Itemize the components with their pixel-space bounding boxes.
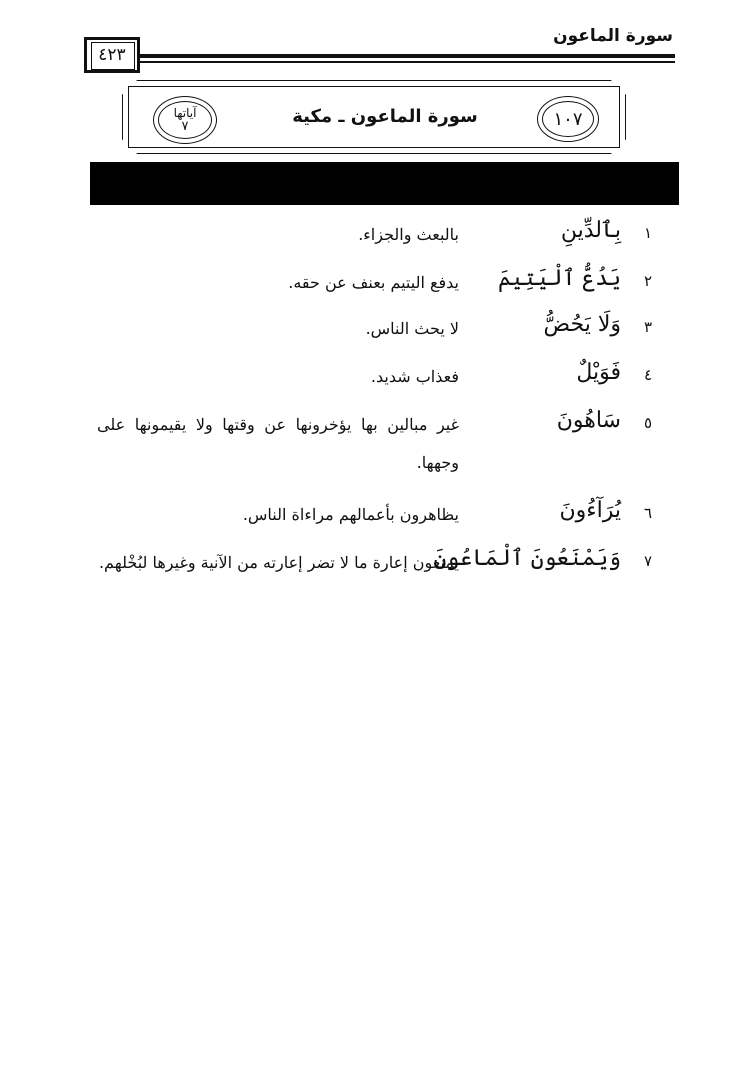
surah-number: ١٠٧ <box>553 108 583 130</box>
verses-label: آياتها <box>173 106 197 120</box>
entry-meaning: يمنعون إعارة ما لا تضر إعارته من الآنية وغيرها لبُخْلهم. <box>98 553 459 572</box>
surah-title: سورة الماعون ـ مكية <box>292 106 478 127</box>
entry-word: يُرَآءُونَ <box>559 498 621 523</box>
entry-word: يَدُعُّ ٱلْيَتِيمَ <box>497 266 621 291</box>
entry-meaning: غير مبالين بها يؤخرونها عن وقتها ولا يقيمونها على وجهها. <box>97 415 459 472</box>
verses-count: ٧ <box>181 119 189 134</box>
entry-number: ٥ <box>643 414 653 432</box>
entry-meaning: فعذاب شديد. <box>370 367 459 386</box>
entry-word: سَاهُونَ <box>556 408 621 433</box>
entry-meaning: يدفع اليتيم بعنف عن حقه. <box>288 273 459 292</box>
entry-number: ٦ <box>643 504 653 522</box>
entry-number: ٧ <box>643 552 653 570</box>
page-number: ٤٢٣ <box>98 45 126 65</box>
entry-number: ١ <box>643 224 653 242</box>
running-title: سورة الماعون <box>553 26 673 46</box>
entry-meaning: بالبعث والجزاء. <box>358 225 459 244</box>
entry-number: ٤ <box>643 366 653 384</box>
entry-meaning: لا يحث الناس. <box>365 319 459 338</box>
entry-word: بِٱلدِّينِ <box>560 218 621 243</box>
entry-meaning: يظاهرون بأعمالهم مراءاة الناس. <box>242 505 459 524</box>
entry-word: وَيَمْنَعُونَ ٱلْمَاعُونَ <box>433 546 621 571</box>
entry-word: فَوَيْلٌ <box>576 360 621 385</box>
entry-word: وَلَا يَحُضُّ <box>543 312 621 337</box>
entry-number: ٢ <box>643 272 653 290</box>
entry-number: ٣ <box>643 318 653 336</box>
